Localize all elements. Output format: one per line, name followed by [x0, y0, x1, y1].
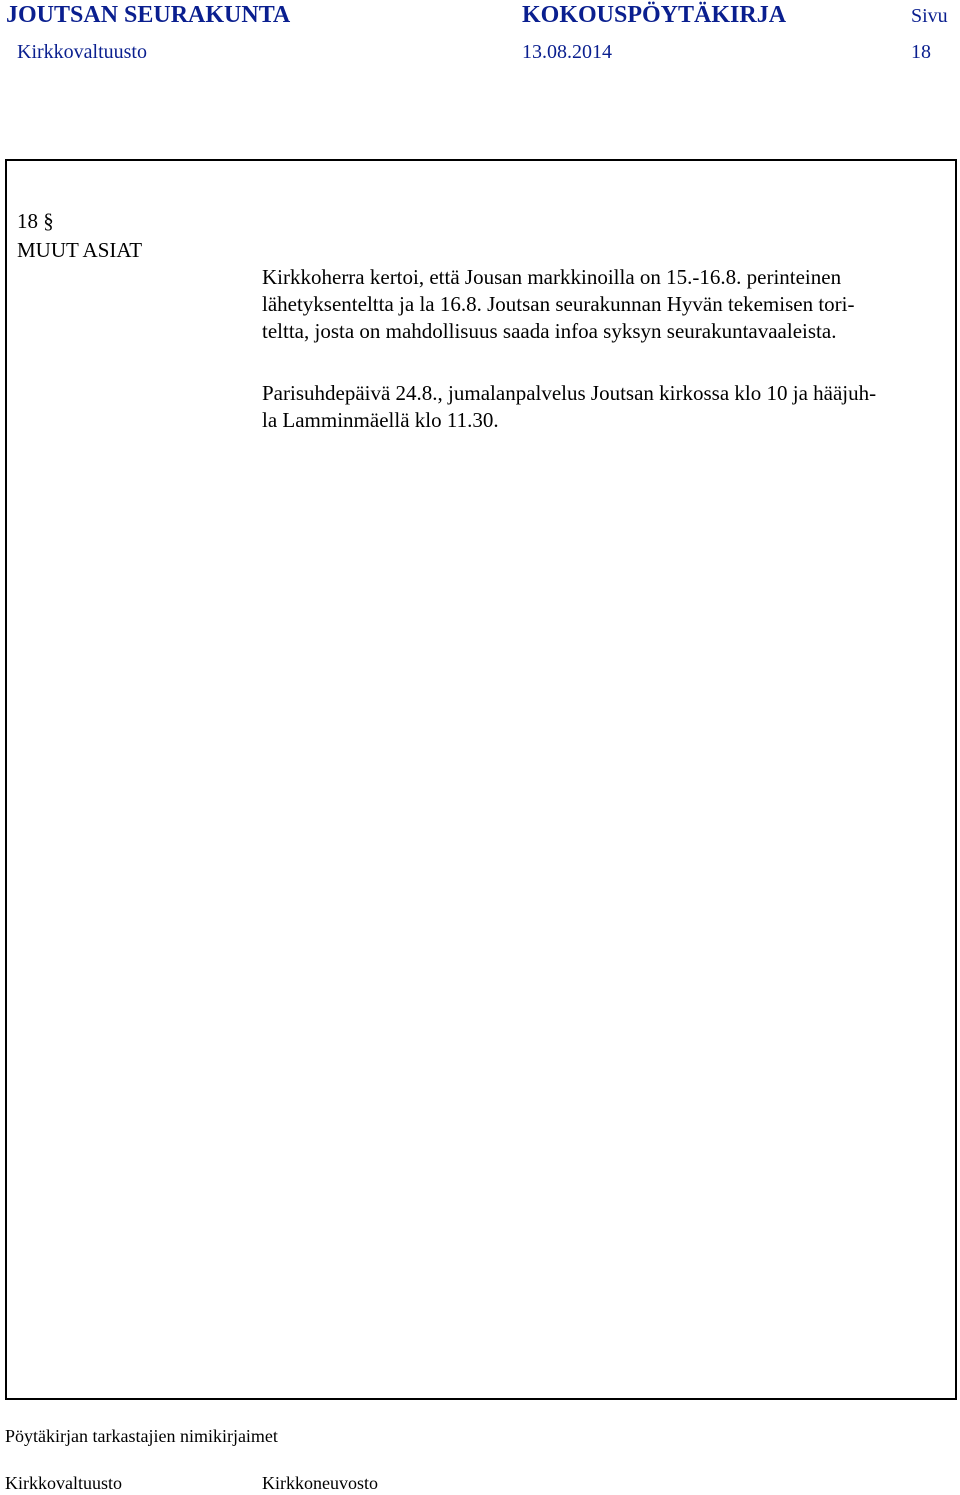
paragraph-couples-day	[262, 380, 952, 434]
minutes-content-box	[5, 159, 957, 1400]
section-title: MUUT ASIAT	[17, 238, 143, 262]
footer-parish-board: Kirkkoneuvosto	[262, 1473, 378, 1493]
paragraph-line: Kirkkoherra kertoi, että Jousan markkinoilla on 15.-16.8. perinteinen	[262, 265, 842, 289]
paragraph-line: la Lamminmäellä klo 11.30.	[262, 408, 499, 432]
page-label: Sivu	[911, 5, 948, 27]
meeting-body: Kirkkovaltuusto	[17, 41, 147, 63]
paragraph-announcement	[262, 264, 952, 345]
document-type-title: KOKOUSPÖYTÄKIRJA	[522, 2, 787, 28]
reviewer-initials-label: Pöytäkirjan tarkastajien nimikirjaimet	[5, 1426, 278, 1446]
footer-church-council: Kirkkovaltuusto	[5, 1473, 122, 1493]
paragraph-line: Parisuhdepäivä 24.8., jumalanpalvelus Joutsan kirkossa klo 10 ja hääjuh-	[262, 381, 877, 405]
organization-title: JOUTSAN SEURAKUNTA	[6, 2, 291, 28]
paragraph-line: lähetyksenteltta ja la 16.8. Joutsan seurakunnan Hyvän tekemisen tori-	[262, 292, 855, 316]
section-number: 18 §	[17, 209, 54, 233]
paragraph-line: teltta, josta on mahdollisuus saada infoa syksyn seurakuntavaaleista.	[262, 319, 837, 343]
meeting-date: 13.08.2014	[522, 41, 612, 63]
page-number: 18	[911, 41, 931, 63]
